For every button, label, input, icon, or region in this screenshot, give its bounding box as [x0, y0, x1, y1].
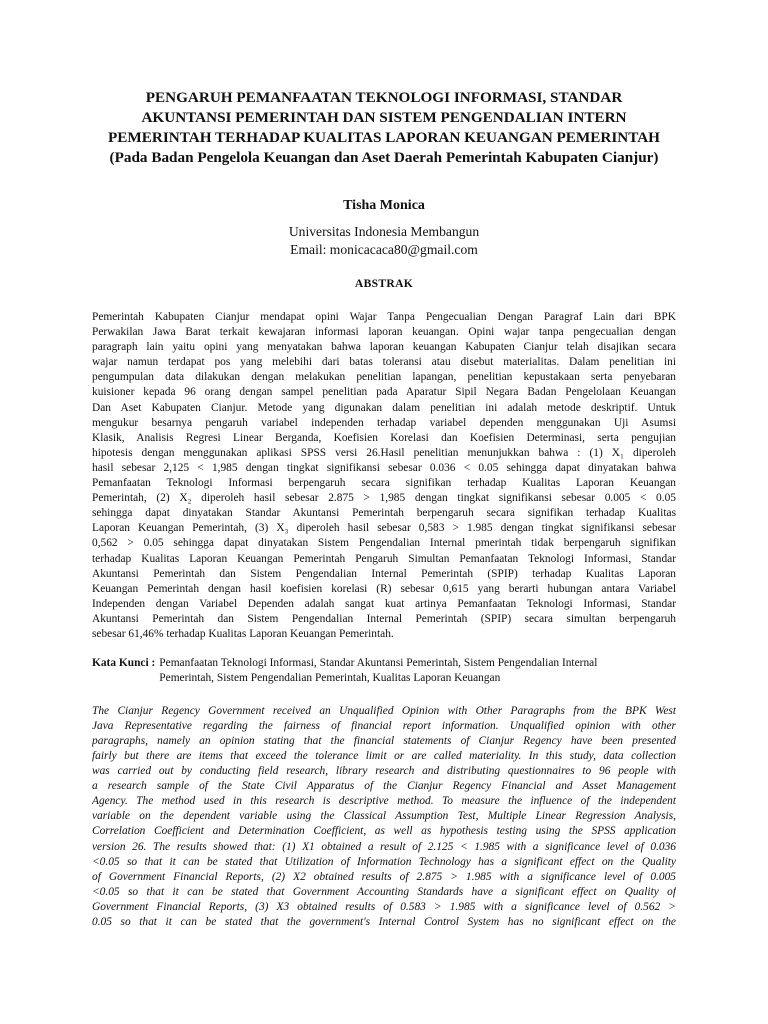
title-line: PEMERINTAH TERHADAP KUALITAS LAPORAN KEUANGAN PEMERINTAH	[108, 129, 660, 146]
text-line: version 26. The results showed that: (1) X1 obtained a result of 2.125 < 1.985 with a significance level of 0.036	[92, 840, 676, 853]
text-line: Pemerintah, (2) X₂ diperoleh hasil sebesar 2.875 > 1,985 dengan tingkat signifikansi sebesar 0.005 < 0.05	[92, 492, 676, 505]
text-line: Java Representative regarding the fairness of financial report information. Unqualified opinion with other	[92, 719, 676, 732]
abstract-indonesian	[92, 310, 676, 642]
paper-title	[92, 88, 676, 168]
text-line: Government Financial Reports, (3) X3 obtained results of 0.583 > 1.985 with a significance level of 0.562 >	[92, 900, 676, 913]
text-line: paragraph lain yaitu opini yang menyatakan bahwa laporan keuangan Kabupaten Cianjur telah disajikan secara	[92, 341, 676, 354]
title-line: PENGARUH PEMANFAATAN TEKNOLOGI INFORMASI, STANDAR	[145, 89, 623, 106]
keywords-label: Kata Kunci :	[92, 657, 156, 670]
text-line: wajar namun terdapat pos yang melebihi dari batas toleransi atau disebut materialitas. Dalam penelitian ini	[92, 356, 676, 369]
text-line: hipotesis dengan menggunakan aplikasi SPSS versi 26.Hasil penelitian menunjukkan bahwa : (1) X₁ diperoleh	[92, 446, 676, 459]
author-email: Email: monicacaca80@gmail.com	[290, 242, 478, 257]
keywords-line: Pemanfaatan Teknologi Informasi, Standar Akuntansi Pemerintah, Sistem Pengendalian Internal	[159, 657, 598, 670]
text-line: terhadap Kualitas Laporan Keuangan Pemerintah Pengaruh Simultan Pemanfaatan Teknologi Informasi, Standar	[92, 552, 676, 565]
keywords	[92, 656, 676, 687]
keywords-text	[159, 656, 597, 687]
affiliation-text: Universitas Indonesia Membangun	[288, 224, 480, 239]
text-line: fairly but there are items that exceed the tolerance limit or are called materiality. In this study, data collection	[92, 749, 676, 762]
text-line: variable on the dependent variable using the Classical Assumption Test, Multiple Linear Regression Analysis,	[92, 810, 676, 823]
text-line: Akuntansi Pemerintah dan Sistem Pengendalian Internal Pemerintah (SPIP) secara simultan berpengaruh	[92, 612, 676, 625]
text-line: <0.05 so that it can be stated that Government Accounting Standards have a significant effect on Quality of	[92, 885, 676, 898]
text-line: Pemanfaatan Teknologi Informasi berpengaruh secara signifikan terhadap Kualitas Laporan Keuangan	[92, 477, 676, 490]
text-line: paragraphs, namely an opinion stating that the financial statements of Cianjur Regency have been presented	[92, 734, 676, 747]
text-line: pengumpulan data dilakukan dengan melakukan penelitian lapangan, penelitian kepustakaan serta penyebaran	[92, 371, 676, 384]
text-line: a research sample of the State Civil Apparatus of the Cianjur Regency Financial and Asset Management	[92, 780, 676, 793]
text-line: Laporan Keuangan Pemerintah, (3) X₃ diperoleh hasil sebesar 0,583 > 1.985 dengan tingkat signifikansi sebesar	[92, 522, 676, 535]
title-line: AKUNTANSI PEMERINTAH DAN SISTEM PENGENDALIAN INTERN	[141, 109, 627, 126]
text-line: Pemerintah Kabupaten Cianjur mendapat opini Wajar Tanpa Pengecualian Dengan Paragraf Lain dari BPK	[92, 311, 676, 323]
author-name: Tisha Monica	[343, 198, 425, 213]
text-line: The Cianjur Regency Government received an Unqualified Opinion with Other Paragraphs from the BPK West	[92, 704, 676, 717]
text-line: Dan Aset Kabupaten Cianjur. Metode yang digunakan dalam penelitian ini adalah metode deskriptif. Untuk	[92, 401, 676, 414]
text-line: mengukur besarnya pengaruh variabel independen terhadap variabel dependen menggunakan Uji Asumsi	[92, 416, 676, 429]
text-line: Independen dengan Variabel Dependen adalah sangat kuat artinya Pemanfaatan Teknologi Informasi, Standar	[92, 597, 676, 610]
text-line: 0,562 > 0.05 sehingga dapat dinyatakan Sistem Pengendalian Internal pmerintah tidak berpengaruh signifikan	[92, 537, 676, 550]
text-line: Akuntansi Pemerintah dan Sistem Pengendalian Internal Pemerintah (SPIP) terhadap Kualitas Laporan	[92, 567, 676, 580]
title-subtitle: (Pada Badan Pengelola Keuangan dan Aset Daerah Pemerintah Kabupaten Cianjur)	[109, 149, 659, 166]
text-line: Agency. The method used in this research is descriptive method. To measure the influence of the independent	[92, 795, 676, 808]
text-line: sehingga dapat dinyatakan Standar Akuntansi Pemerintah berpengaruh secara signifikan terhadap Kualitas	[92, 507, 676, 520]
abstract-english	[92, 704, 676, 930]
abstract-heading: ABSTRAK	[354, 277, 414, 290]
text-line: <0.05 so that it can be stated that Utilization of Information Technology has a significant effect on the Quality	[92, 855, 676, 868]
text-line: of Government Financial Reports, (2) X2 obtained results of 2.875 > 1.985 with a significance level of 0.005	[92, 870, 676, 883]
text-line: 0.05 so that it can be stated that the government's Internal Control System has no significant effect on the	[92, 915, 676, 928]
keywords-line: Pemerintah, Sistem Pengendalian Pemerintah, Kualitas Laporan Keuangan	[159, 672, 501, 685]
text-line: hasil sebesar 2,125 < 1,985 dengan tingkat signifikansi sebesar 0.036 < 0.05 sehingga dapat dinyatakan bahwa	[92, 461, 676, 474]
text-line: Keuangan Pemerintah dengan hasil koefisien korelasi (R) sebesar 0,615 yang berarti hubungan antara Variabel	[92, 582, 676, 595]
author-affiliation	[92, 223, 676, 259]
text-line: kuisioner kepada 96 orang dengan sampel penelitian pada Aparatur Sipil Negara Badan Pengelolaan Keuangan	[92, 386, 676, 399]
text-line: was carried out by conducting field research, library research and distributing questionnaires to 96 people with	[92, 765, 676, 778]
text-line: Klasik, Analisis Regresi Linear Berganda, Koefisien Korelasi dan Koefisien Determinasi, serta pengujian	[92, 431, 676, 444]
text-line: Correlation Coefficient and Determination Coefficient, as well as hypothesis testing using the SPSS application	[92, 825, 676, 838]
text-line: Perwakilan Jawa Barat terkait kewajaran informasi laporan keuangan. Opini wajar tanpa pengecualian dengan	[92, 326, 676, 339]
text-line: sebesar 61,46% terhadap Kualitas Laporan Keuangan Pemerintah.	[92, 627, 394, 640]
